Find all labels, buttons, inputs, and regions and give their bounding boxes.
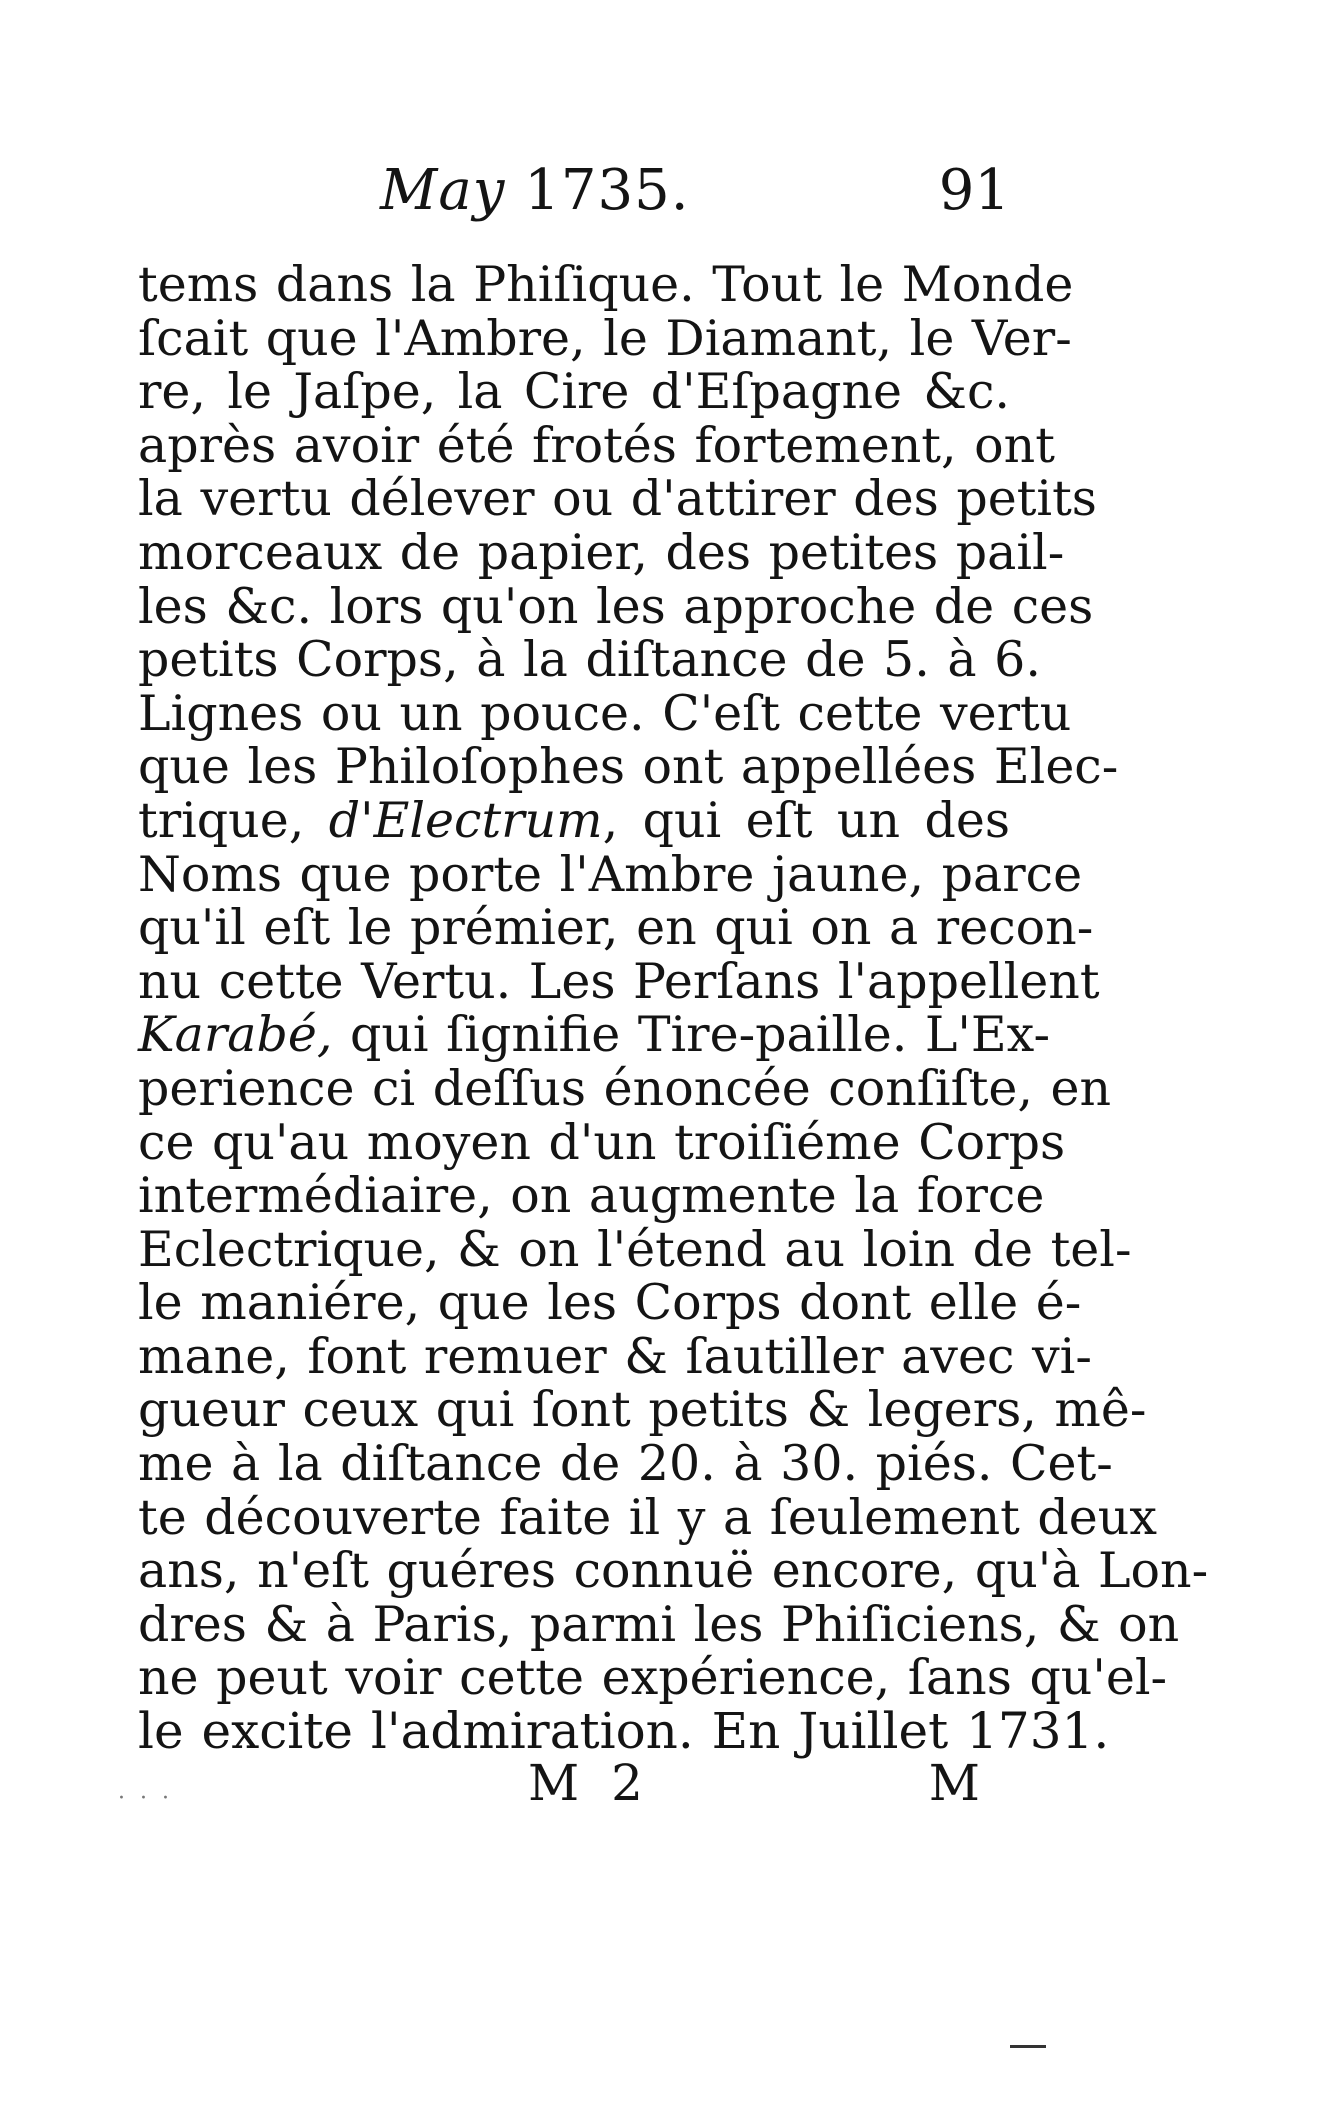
italic-term: d'Electrum xyxy=(328,791,603,849)
text-line: Lignes ou un pouce. C'eſt cette vertu xyxy=(138,684,1072,742)
text-line: nu cette Vertu. Les Perſans l'appellent xyxy=(138,952,1100,1010)
text-line: après avoir été frotés fortement, ont xyxy=(138,416,1055,474)
text-line: te découverte faite il y a ſeulement deux xyxy=(138,1488,1157,1546)
text-line: Eclectrique, & on l'étend au loin de tel- xyxy=(138,1220,1132,1278)
text-line: morceaux de papier, des petites pail- xyxy=(138,523,1065,581)
body-text xyxy=(138,256,1209,1761)
text-line: perience ci deſſus énoncée conſiſte, en xyxy=(138,1059,1112,1117)
text-line: dres & à Paris, parmi les Phiſiciens, & on xyxy=(138,1595,1180,1653)
text-line: qu'il eſt le prémier, en qui on a recon- xyxy=(138,899,1094,957)
text-segment: , qui eſt un des xyxy=(602,791,1010,849)
signature-mark: M 2 xyxy=(528,1754,651,1812)
text-line: tems dans la Phiſique. Tout le Monde xyxy=(138,256,1074,313)
text-line: ce qu'au moyen d'un troiſiéme Corps xyxy=(138,1113,1066,1171)
page-number: 91 xyxy=(938,158,1010,223)
text-line: mane, font remuer & ſautiller avec vi- xyxy=(138,1327,1092,1385)
catchword: M xyxy=(928,1754,980,1812)
page-header xyxy=(140,158,1010,238)
italic-term: Karabé, xyxy=(138,1006,333,1064)
page-footer xyxy=(138,1754,1010,1814)
ink-specks: · · · xyxy=(118,1786,173,1811)
text-line: ne peut voir cette expérience, ſans qu'el- xyxy=(138,1649,1168,1707)
text-line: intermédiaire, on augmente la force xyxy=(138,1167,1045,1225)
text-line: les &c. lors qu'on les approche de ces xyxy=(138,577,1094,635)
text-line: la vertu délever ou d'attirer des petits xyxy=(138,470,1097,528)
text-line: le excite l'admiration. En Juillet 1731. xyxy=(138,1702,1110,1761)
text-line xyxy=(138,791,1010,849)
text-line: gueur ceux qui ſont petits & legers, mê- xyxy=(138,1381,1147,1439)
text-line: le maniére, que les Corps dont elle é- xyxy=(138,1274,1082,1332)
running-head-month: May xyxy=(380,158,506,223)
text-line: petits Corps, à la diſtance de 5. à 6. xyxy=(138,631,1041,689)
text-segment: trique, xyxy=(138,791,305,849)
text-line: ſcait que l'Ambre, le Diamant, le Ver- xyxy=(138,309,1072,367)
running-head xyxy=(380,158,690,223)
text-line: Noms que porte l'Ambre jaune, parce xyxy=(138,845,1083,903)
text-line: me à la diſtance de 20. à 30. piés. Cet- xyxy=(138,1435,1113,1493)
text-line: que les Philoſophes ont appellées Elec- xyxy=(138,738,1119,796)
text-segment: qui ſignifie Tire-paille. L'Ex- xyxy=(332,1006,1050,1064)
text-line xyxy=(138,1006,1050,1064)
running-head-year: 1735. xyxy=(524,158,690,223)
edge-rule xyxy=(1010,2045,1046,2048)
text-line: ans, n'eſt guéres connuë encore, qu'à Lon- xyxy=(138,1542,1209,1600)
text-line: re, le Jaſpe, la Cire d'Eſpagne &c. xyxy=(138,363,1010,421)
